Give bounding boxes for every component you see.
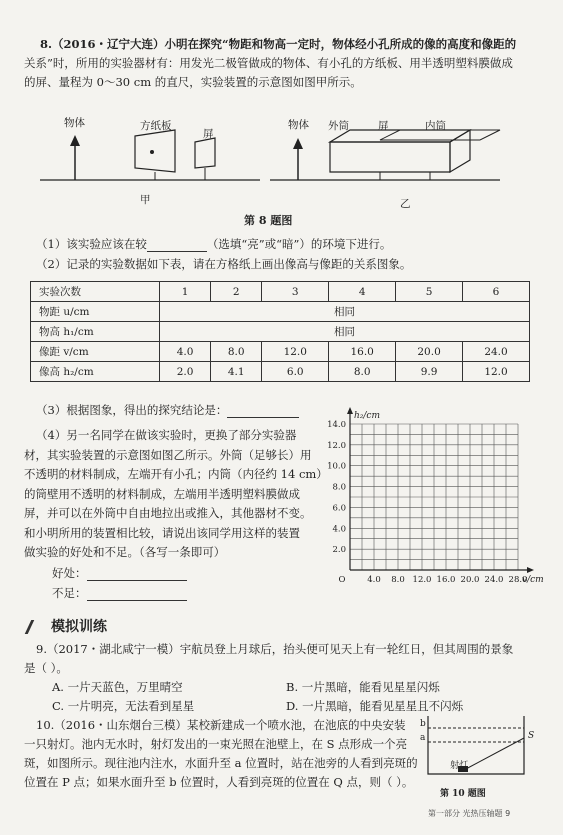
q9-option-a[interactable]: A. 一片天蓝色，万里晴空 — [52, 680, 183, 694]
q10-line3: 斑，如图所示。现往池内注水，水面升至 a 位置时，站在池旁的人看到亮斑的 — [24, 756, 418, 770]
fig-label-outer-tube: 外筒 — [328, 120, 349, 132]
q8-sub1-post: （选填“亮”或“暗”）的环境下进行。 — [206, 237, 392, 251]
x-tick-label: 24.0 — [484, 575, 504, 585]
q8-figure — [30, 100, 530, 210]
y-axis-label: h₂/cm — [354, 411, 381, 421]
fig-label-object-b: 物体 — [288, 119, 309, 131]
fig-label-inner-tube: 内筒 — [425, 120, 446, 132]
table-cell: 2 — [211, 282, 262, 302]
q9-line1: 9.（2017・湖北咸宁一模）宇航员登上月球后，抬头便可见天上有一轮红日，但其周围的景象 — [36, 642, 514, 656]
table-cell: 12.0 — [262, 342, 329, 362]
table-cell: 12.0 — [463, 362, 530, 382]
good-label: 好处： — [52, 566, 87, 580]
table-cell: 4.1 — [211, 362, 262, 382]
fig-label-screen-a: 屏 — [203, 128, 214, 140]
x-tick-label: 4.0 — [367, 575, 381, 585]
table-cell: 4.0 — [160, 342, 211, 362]
q10-figure — [424, 712, 534, 782]
y-tick-label: 6.0 — [332, 503, 346, 514]
y-tick-label: 2.0 — [332, 545, 346, 556]
table-row — [31, 342, 530, 362]
q8-sub4-line: 材，其实验装置的示意图如图乙所示。外筒（足够长）用 — [24, 447, 312, 462]
q8-sub4-line: 做实验的好处和不足。（各写一条即可） — [24, 545, 226, 559]
table-row — [31, 322, 530, 342]
q10-label-lamp: 射灯 — [450, 761, 469, 771]
q8-sub1-pre: （1）该实验应该在较 — [36, 237, 147, 251]
x-axis-arrow — [527, 567, 534, 573]
fig-label-yi: 乙 — [400, 198, 411, 210]
q8-figure-title: 第 8 题图 — [244, 214, 293, 227]
q10-label-a: a — [420, 733, 426, 743]
table-cell: 相同 — [160, 322, 530, 342]
q8-line1: 8.（2016・辽宁大连）小明在探究“物距和物高一定时，物体经小孔所成的像的高度和像距的 — [40, 37, 517, 51]
table-row — [31, 282, 530, 302]
section-title — [28, 616, 107, 636]
q8-sub3-blank[interactable] — [227, 417, 299, 418]
table-cell: 5 — [396, 282, 463, 302]
table-cell: 相同 — [160, 302, 530, 322]
q8-sub1 — [36, 236, 391, 252]
q8-sub4-line: 和小明所用的装置相比较，请说出该同学用这样的装置 — [24, 525, 300, 540]
q10-label-s: S — [528, 731, 535, 741]
table-cell: 3 — [262, 282, 329, 302]
table-cell: 20.0 — [396, 342, 463, 362]
table-cell: 像距 v/cm — [31, 342, 160, 362]
table-cell: 物距 u/cm — [31, 302, 160, 322]
table-cell: 8.0 — [211, 342, 262, 362]
graph-paper[interactable] — [316, 408, 544, 598]
fig-label-object-a: 物体 — [64, 117, 85, 129]
q10-figure-title: 第 10 题图 — [440, 789, 486, 799]
q10-label-b: b — [420, 719, 426, 729]
y-tick-label: 10.0 — [327, 461, 346, 472]
q10-line2: 一只射灯。池内无水时，射灯发出的一束光照在池壁上，在 S 点形成一个亮 — [24, 737, 408, 751]
table-cell: 6.0 — [262, 362, 329, 382]
x-tick-label: 12.0 — [412, 575, 432, 585]
x-axis-label: v/cm — [522, 575, 544, 585]
y-axis-arrow — [347, 407, 353, 414]
table-cell: 4 — [329, 282, 396, 302]
q10-line4: 位置在 P 点；如果水面升至 b 位置时，人看到亮斑的位置在 Q 点，则（ ）。 — [24, 775, 414, 789]
q9-option-b[interactable]: B. 一片黑暗，能看见星星闪烁 — [286, 680, 440, 694]
x-tick-label: O — [338, 575, 346, 585]
q8-line3: 的屏、量程为 0～30 cm 的直尺，实验装置的示意图如图甲所示。 — [24, 75, 362, 89]
x-tick-label: 20.0 — [460, 575, 480, 585]
q8-bad — [52, 585, 187, 601]
q10-line1: 10.（2016・山东烟台三模）某校新建成一个喷水池，在池底的中央安装 — [36, 718, 406, 732]
x-tick-label: 8.0 — [391, 575, 405, 585]
q8-sub4-line: （4）另一名同学在做该实验时，更换了部分实验器 — [36, 428, 297, 442]
section-title-text: 模拟训练 — [51, 619, 107, 635]
fig-label-jia: 甲 — [140, 194, 151, 206]
q9-line2: 是（ ）。 — [24, 661, 68, 675]
table-cell: 1 — [160, 282, 211, 302]
q8-line2: 关系”时，所用的实验器材有：用发光二极管做成的物体、有小孔的方纸板、用半透明塑料膜做成 — [24, 56, 513, 70]
q8-sub3-text: （3）根据图象，得出的探究结论是： — [36, 403, 228, 417]
q8-sub1-blank[interactable] — [147, 251, 207, 252]
q8-sub4-line: 屏，并可以在外筒中自由地拉出或推入，其他器材不变。 — [24, 506, 312, 520]
y-tick-label: 14.0 — [327, 420, 346, 430]
q8-good — [52, 565, 187, 581]
bad-label: 不足： — [52, 586, 87, 600]
good-blank[interactable] — [87, 580, 187, 581]
table-row — [31, 362, 530, 382]
q8-data-table — [30, 281, 530, 382]
x-tick-label: 16.0 — [436, 575, 456, 585]
table-cell: 6 — [463, 282, 530, 302]
y-tick-label: 4.0 — [332, 524, 346, 535]
table-cell: 24.0 — [463, 342, 530, 362]
q9-option-d[interactable]: D. 一片黑暗，能看见星星且不闪烁 — [286, 699, 464, 713]
y-tick-label: 12.0 — [327, 440, 346, 451]
table-cell: 2.0 — [160, 362, 211, 382]
table-cell: 物高 h₁/cm — [31, 322, 160, 342]
bad-blank[interactable] — [87, 600, 187, 601]
page-footer: 第一部分 光热压轴题 9 — [428, 809, 511, 818]
y-tick-label: 8.0 — [332, 482, 346, 493]
fig-label-cardboard: 方纸板 — [140, 120, 172, 132]
q8-sub4-line: 的筒壁用不透明的材料制成，左端用半透明塑料膜做成 — [24, 486, 300, 501]
q8-sub2: （2）记录的实验数据如下表，请在方格纸上画出像高与像距的关系图象。 — [36, 257, 412, 271]
table-row — [31, 302, 530, 322]
q9-option-c[interactable]: C. 一片明亮，无法看到星星 — [52, 699, 195, 713]
table-cell: 8.0 — [329, 362, 396, 382]
pencil-icon — [25, 620, 49, 634]
fig-label-screen-b: 屏 — [378, 120, 389, 132]
table-cell: 9.9 — [396, 362, 463, 382]
table-cell: 像高 h₂/cm — [31, 362, 160, 382]
x-tick-label: 28.0 — [508, 575, 528, 585]
table-cell: 16.0 — [329, 342, 396, 362]
q8-sub3 — [36, 402, 299, 418]
q8-sub4-line: 不透明的材料制成，左端开有小孔；内筒（内径约 14 cm） — [24, 467, 328, 481]
table-cell: 实验次数 — [31, 282, 160, 302]
